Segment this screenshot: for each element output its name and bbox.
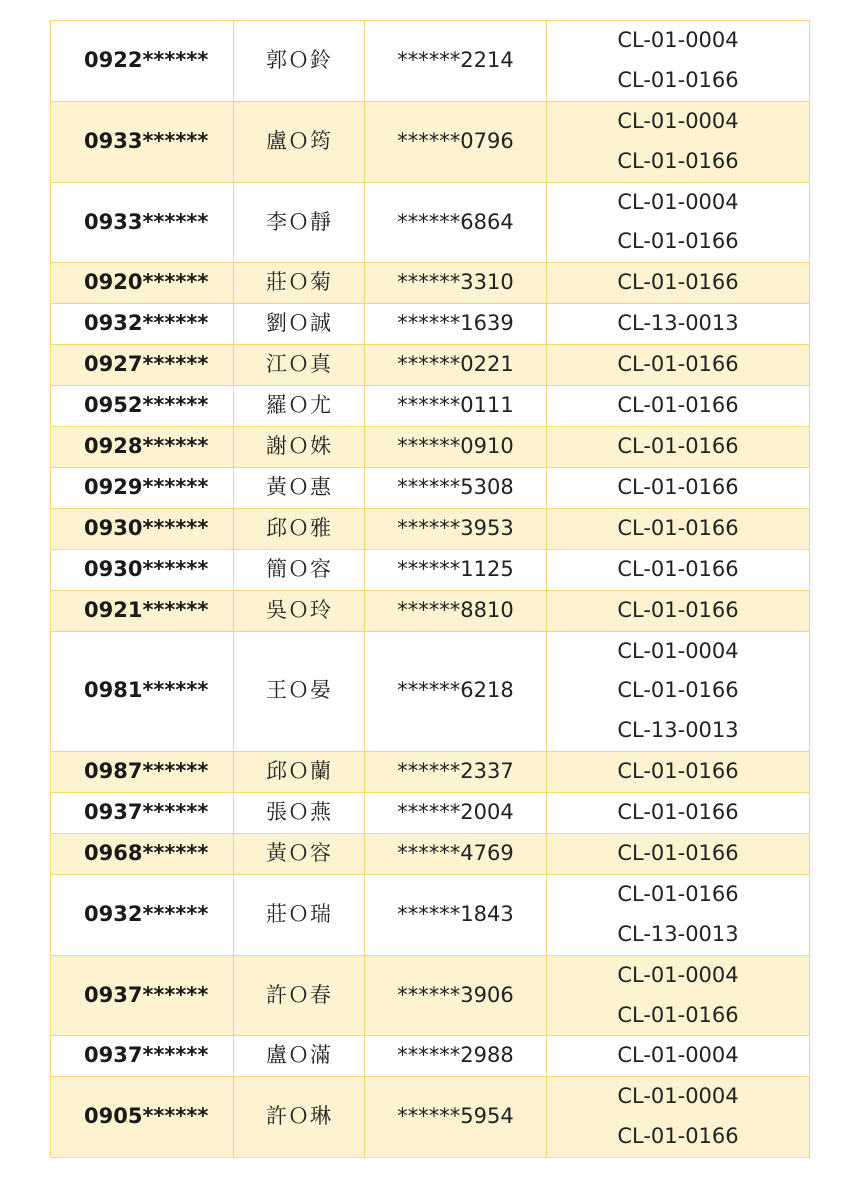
name-cell: 莊Ｏ瑞 [234,874,365,955]
table-row [51,833,810,874]
code-line: CL-01-0004 [617,108,739,133]
code-line: CL-01-0166 [617,148,739,173]
code-line: CL-01-0004 [617,1043,739,1068]
table-row [51,1036,810,1077]
codes-cell [547,426,810,467]
id-cell: ******2214 [365,21,547,102]
phone-cell: 0981****** [51,631,234,752]
name-cell: 黃Ｏ惠 [234,467,365,508]
name-cell: 羅Ｏ尤 [234,386,365,427]
phone-cell: 0932****** [51,874,234,955]
id-cell: ******2988 [365,1036,547,1077]
id-cell: ******3953 [365,508,547,549]
phone-cell: 0929****** [51,467,234,508]
codes-cell [547,467,810,508]
table-row [51,101,810,182]
id-cell: ******0796 [365,101,547,182]
code-line: CL-01-0166 [617,881,739,906]
id-cell: ******3310 [365,263,547,304]
table-row [51,752,810,793]
phone-cell: 0987****** [51,752,234,793]
codes-cell [547,833,810,874]
codes-cell [547,21,810,102]
code-line: CL-01-0166 [617,556,739,581]
table-row [51,508,810,549]
phone-cell: 0952****** [51,386,234,427]
name-cell: 吳Ｏ玲 [234,590,365,631]
phone-cell: 0921****** [51,590,234,631]
code-line: CL-01-0166 [617,759,739,784]
phone-cell: 0928****** [51,426,234,467]
id-cell: ******4769 [365,833,547,874]
codes-cell [547,182,810,263]
code-line: CL-13-0013 [617,718,739,743]
codes-cell [547,1036,810,1077]
name-cell: 許Ｏ琳 [234,1077,365,1158]
codes-cell [547,631,810,752]
table-row [51,386,810,427]
code-line: CL-01-0166 [617,352,739,377]
table-row [51,263,810,304]
phone-cell: 0905****** [51,1077,234,1158]
id-cell: ******0910 [365,426,547,467]
id-cell: ******0221 [365,345,547,386]
name-cell: 許Ｏ春 [234,955,365,1036]
code-line: CL-01-0004 [617,962,739,987]
id-cell: ******5308 [365,467,547,508]
code-line: CL-01-0004 [617,638,739,663]
code-line: CL-01-0166 [617,1002,739,1027]
phone-cell: 0932****** [51,304,234,345]
id-cell: ******2337 [365,752,547,793]
phone-cell: 0937****** [51,1036,234,1077]
codes-cell [547,508,810,549]
name-cell: 盧Ｏ筠 [234,101,365,182]
table-row [51,549,810,590]
table-row [51,426,810,467]
records-table-body [51,21,810,1158]
table-row [51,874,810,955]
name-cell: 謝Ｏ姝 [234,426,365,467]
id-cell: ******3906 [365,955,547,1036]
phone-cell: 0927****** [51,345,234,386]
name-cell: 王Ｏ晏 [234,631,365,752]
codes-cell [547,1077,810,1158]
id-cell: ******8810 [365,590,547,631]
codes-cell [547,874,810,955]
phone-cell: 0922****** [51,21,234,102]
code-line: CL-01-0166 [617,597,739,622]
name-cell: 邱Ｏ蘭 [234,752,365,793]
id-cell: ******1843 [365,874,547,955]
name-cell: 邱Ｏ雅 [234,508,365,549]
phone-cell: 0933****** [51,101,234,182]
code-line: CL-01-0004 [617,1084,739,1109]
name-cell: 盧Ｏ滿 [234,1036,365,1077]
table-row [51,182,810,263]
name-cell: 張Ｏ燕 [234,793,365,834]
code-line: CL-01-0166 [617,515,739,540]
code-line: CL-01-0166 [617,393,739,418]
id-cell: ******1125 [365,549,547,590]
phone-cell: 0930****** [51,549,234,590]
name-cell: 郭Ｏ鈴 [234,21,365,102]
code-line: CL-01-0166 [617,433,739,458]
table-row [51,1077,810,1158]
records-table [50,20,810,1158]
id-cell: ******2004 [365,793,547,834]
codes-cell [547,304,810,345]
table-row [51,955,810,1036]
codes-cell [547,345,810,386]
table-row [51,590,810,631]
codes-cell [547,549,810,590]
codes-cell [547,101,810,182]
codes-cell [547,793,810,834]
phone-cell: 0933****** [51,182,234,263]
table-row [51,467,810,508]
id-cell: ******6218 [365,631,547,752]
code-line: CL-01-0166 [617,678,739,703]
phone-cell: 0937****** [51,955,234,1036]
table-row [51,21,810,102]
code-line: CL-13-0013 [617,311,739,336]
id-cell: ******0111 [365,386,547,427]
code-line: CL-01-0166 [617,840,739,865]
phone-cell: 0930****** [51,508,234,549]
code-line: CL-01-0166 [617,67,739,92]
codes-cell [547,263,810,304]
code-line: CL-01-0004 [617,189,739,214]
phone-cell: 0937****** [51,793,234,834]
codes-cell [547,386,810,427]
phone-cell: 0920****** [51,263,234,304]
table-row [51,345,810,386]
name-cell: 江Ｏ真 [234,345,365,386]
name-cell: 李Ｏ靜 [234,182,365,263]
codes-cell [547,955,810,1036]
code-line: CL-01-0166 [617,229,739,254]
code-line: CL-01-0166 [617,1124,739,1149]
id-cell: ******5954 [365,1077,547,1158]
codes-cell [547,590,810,631]
code-line: CL-01-0166 [617,800,739,825]
code-line: CL-01-0004 [617,28,739,52]
code-line: CL-13-0013 [617,921,739,946]
name-cell: 莊Ｏ菊 [234,263,365,304]
name-cell: 簡Ｏ容 [234,549,365,590]
code-line: CL-01-0166 [617,474,739,499]
table-row [51,631,810,752]
id-cell: ******6864 [365,182,547,263]
table-row [51,793,810,834]
name-cell: 黃Ｏ容 [234,833,365,874]
table-row [51,304,810,345]
code-line: CL-01-0166 [617,270,739,295]
phone-cell: 0968****** [51,833,234,874]
id-cell: ******1639 [365,304,547,345]
codes-cell [547,752,810,793]
name-cell: 劉Ｏ誠 [234,304,365,345]
